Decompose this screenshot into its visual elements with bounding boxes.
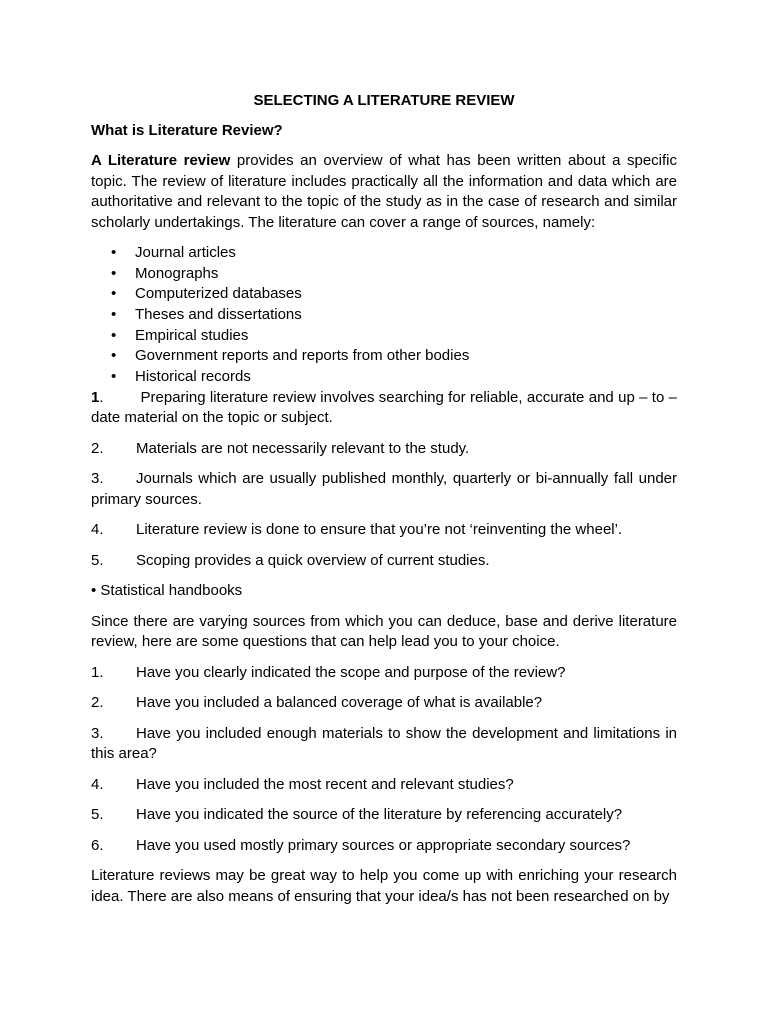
- list-item: [91, 284, 677, 305]
- section-heading: What is Literature Review?: [91, 121, 283, 139]
- bullet-icon: •: [111, 244, 117, 261]
- list-item-text: Theses and dissertations: [135, 306, 302, 324]
- list-item-text: Monographs: [135, 264, 219, 282]
- list-item: [91, 243, 677, 264]
- statement-number: 1: [91, 388, 100, 406]
- question-number: 1.: [91, 663, 104, 681]
- question-number: 6.: [91, 836, 104, 854]
- bullet-icon: •: [111, 347, 117, 365]
- statement-text: Literature review is done to ensure that you’re not ‘reinventing the wheel’.: [136, 521, 623, 539]
- bullet-icon: •: [111, 368, 117, 386]
- intro-paragraph: [91, 151, 677, 233]
- statement-number: 4.: [91, 521, 104, 539]
- statement-2: [91, 439, 677, 460]
- statement-number-suffix: .: [99, 388, 104, 406]
- statement-3: [91, 469, 677, 510]
- closing-paragraph: Literature reviews may be great way to help you come up with enriching your research idea. There are also means of ensuring that your idea/s has not been researched on by: [91, 867, 677, 905]
- question-text: Have you indicated the source of the literature by referencing accurately?: [136, 806, 623, 824]
- question-6: [91, 836, 677, 857]
- statement-number: 5.: [91, 551, 104, 569]
- statement-number: 2.: [91, 439, 104, 457]
- statement-number: 3.: [91, 470, 104, 488]
- statement-text: Preparing literature review involves searching for reliable, accurate and up – to – date material on the topic or subject.: [91, 388, 677, 427]
- statement-4: [91, 520, 677, 541]
- document-body: [91, 91, 677, 917]
- statement-5: [91, 551, 677, 572]
- document-title: SELECTING A LITERATURE REVIEW: [253, 92, 515, 109]
- question-2: [91, 693, 677, 714]
- list-item-text: Empirical studies: [135, 326, 249, 344]
- question-number: 5.: [91, 806, 104, 824]
- question-1: [91, 663, 677, 684]
- question-number: 2.: [91, 694, 104, 712]
- statement-text: Journals which are usually published monthly, quarterly or bi-annually fall under primary sources.: [91, 470, 677, 508]
- bullet-icon: •: [111, 326, 117, 344]
- question-4: [91, 775, 677, 796]
- list-item: [91, 367, 677, 388]
- list-item: [91, 264, 677, 285]
- list-item-text: Computerized databases: [135, 285, 302, 303]
- questions-intro-paragraph: Since there are varying sources from which you can deduce, base and derive literature review, here are some questions that can help lead you to your choice.: [91, 612, 677, 651]
- list-item: [91, 346, 677, 367]
- statistical-handbooks-item: • Statistical handbooks: [91, 582, 243, 600]
- list-item-text: Historical records: [135, 368, 251, 386]
- intro-text: provides an overview of what has been written about a specific topic. The review of literature includes practically all the information and data which are authoritative and relevant to the topic of the study as in the case of research and similar scholarly undertakings. The literature can cover a range of sources, namely:: [91, 152, 678, 231]
- statement-1: [91, 388, 677, 429]
- list-item: [91, 326, 677, 347]
- list-item-text: Journal articles: [135, 244, 236, 261]
- question-text: Have you used mostly primary sources or appropriate secondary sources?: [136, 836, 631, 854]
- bullet-icon: •: [111, 306, 117, 324]
- question-number: 3.: [91, 724, 104, 742]
- question-text: Have you included the most recent and relevant studies?: [136, 775, 514, 793]
- question-text: Have you included enough materials to show the development and limitations in this area?: [91, 724, 677, 763]
- question-text: Have you clearly indicated the scope and purpose of the review?: [136, 663, 566, 681]
- sources-list: [91, 243, 677, 388]
- question-5: [91, 805, 677, 826]
- question-3: [91, 724, 677, 765]
- question-number: 4.: [91, 775, 104, 793]
- statement-text: Scoping provides a quick overview of current studies.: [136, 551, 490, 569]
- intro-bold-term: A Literature review: [91, 152, 231, 169]
- list-item: [91, 305, 677, 326]
- statement-text: Materials are not necessarily relevant to the study.: [136, 439, 470, 457]
- list-item-text: Government reports and reports from other bodies: [135, 347, 470, 365]
- bullet-icon: •: [111, 285, 117, 303]
- question-text: Have you included a balanced coverage of what is available?: [136, 694, 543, 712]
- bullet-icon: •: [111, 264, 117, 282]
